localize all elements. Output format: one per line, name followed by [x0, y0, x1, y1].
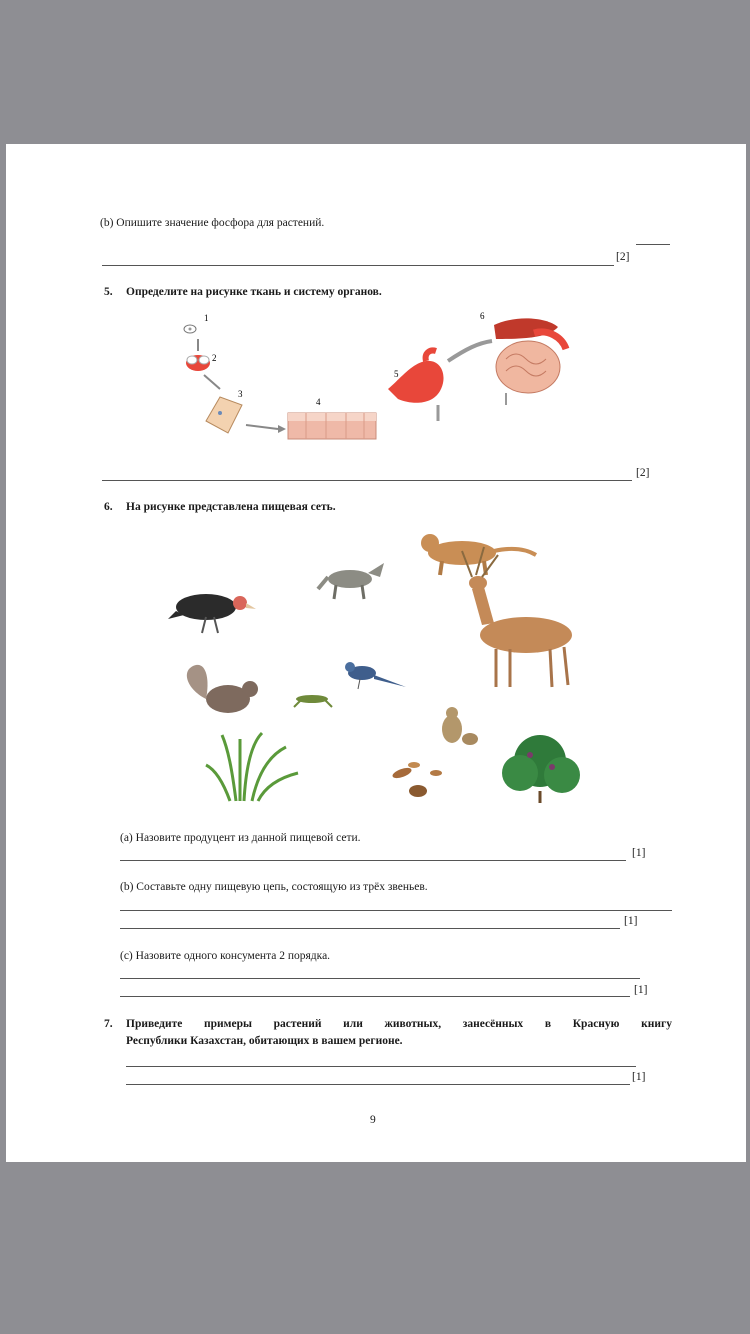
answer-line [126, 1084, 630, 1085]
answer-line [120, 996, 630, 997]
cell-icon [184, 325, 196, 333]
diagram-label-6: 6 [480, 311, 485, 321]
gopher-icon [442, 707, 478, 745]
question-5-text: Определите на рисунке ткань и систему органов. [126, 286, 382, 298]
diagram-label-1: 1 [204, 313, 209, 323]
page-number: 9 [370, 1114, 376, 1126]
question-6c-text: (c) Назовите одного консумента 2 порядка. [120, 950, 331, 962]
mark-label: [1] [632, 847, 646, 859]
mark-label: [1] [624, 915, 638, 927]
jay-bird-icon [345, 662, 406, 689]
answer-line [102, 265, 614, 266]
answer-line [120, 910, 672, 911]
answer-line [636, 244, 670, 245]
mark-label: [2] [616, 251, 630, 263]
answer-line [126, 1066, 636, 1067]
question-6-number: 6. [104, 501, 113, 513]
seeds-icon [391, 762, 442, 797]
question-5-number: 5. [104, 286, 113, 298]
organ-system-diagram [176, 309, 596, 449]
grasshopper-icon [294, 695, 332, 707]
squirrel-icon [187, 665, 258, 713]
diagram-label-4: 4 [316, 397, 321, 407]
mark-label: [2] [636, 467, 650, 479]
diagram-label-5: 5 [394, 369, 399, 379]
diagram-label-3: 3 [238, 389, 243, 399]
cell-cluster-icon [186, 355, 210, 371]
answer-line [120, 978, 640, 979]
question-b-phosphorus: (b) Опишите значение фосфора для растений. [100, 217, 325, 229]
answer-line [102, 480, 632, 481]
question-7-line2: Республики Казахстан, обитающих в вашем регионе. [126, 1035, 403, 1047]
bush-icon [502, 735, 580, 803]
question-6a-text: (a) Назовите продуцент из данной пищевой сети. [120, 832, 361, 844]
grass-icon [206, 733, 298, 801]
wolf-icon [318, 563, 384, 599]
tissue-icon [206, 397, 242, 433]
question-6b-text: (b) Составьте одну пищевую цепь, состоящую из трёх звеньев. [120, 881, 428, 893]
muscle-tissue-icon [288, 413, 376, 439]
mark-label: [1] [632, 1071, 646, 1083]
food-web-illustration [166, 529, 586, 809]
question-6-text: На рисунке представлена пищевая сеть. [126, 501, 336, 513]
mark-label: [1] [634, 984, 648, 996]
answer-line [120, 928, 620, 929]
question-7-number: 7. [104, 1018, 113, 1030]
question-7-line1: Приведите примеры растений или животных, занесённых в Красную книгу [126, 1018, 672, 1030]
vulture-icon [168, 594, 256, 633]
intestine-icon [496, 332, 566, 393]
answer-line [120, 860, 626, 861]
deer-icon [462, 547, 572, 687]
diagram-label-2: 2 [212, 353, 217, 363]
worksheet-page [6, 144, 746, 1162]
